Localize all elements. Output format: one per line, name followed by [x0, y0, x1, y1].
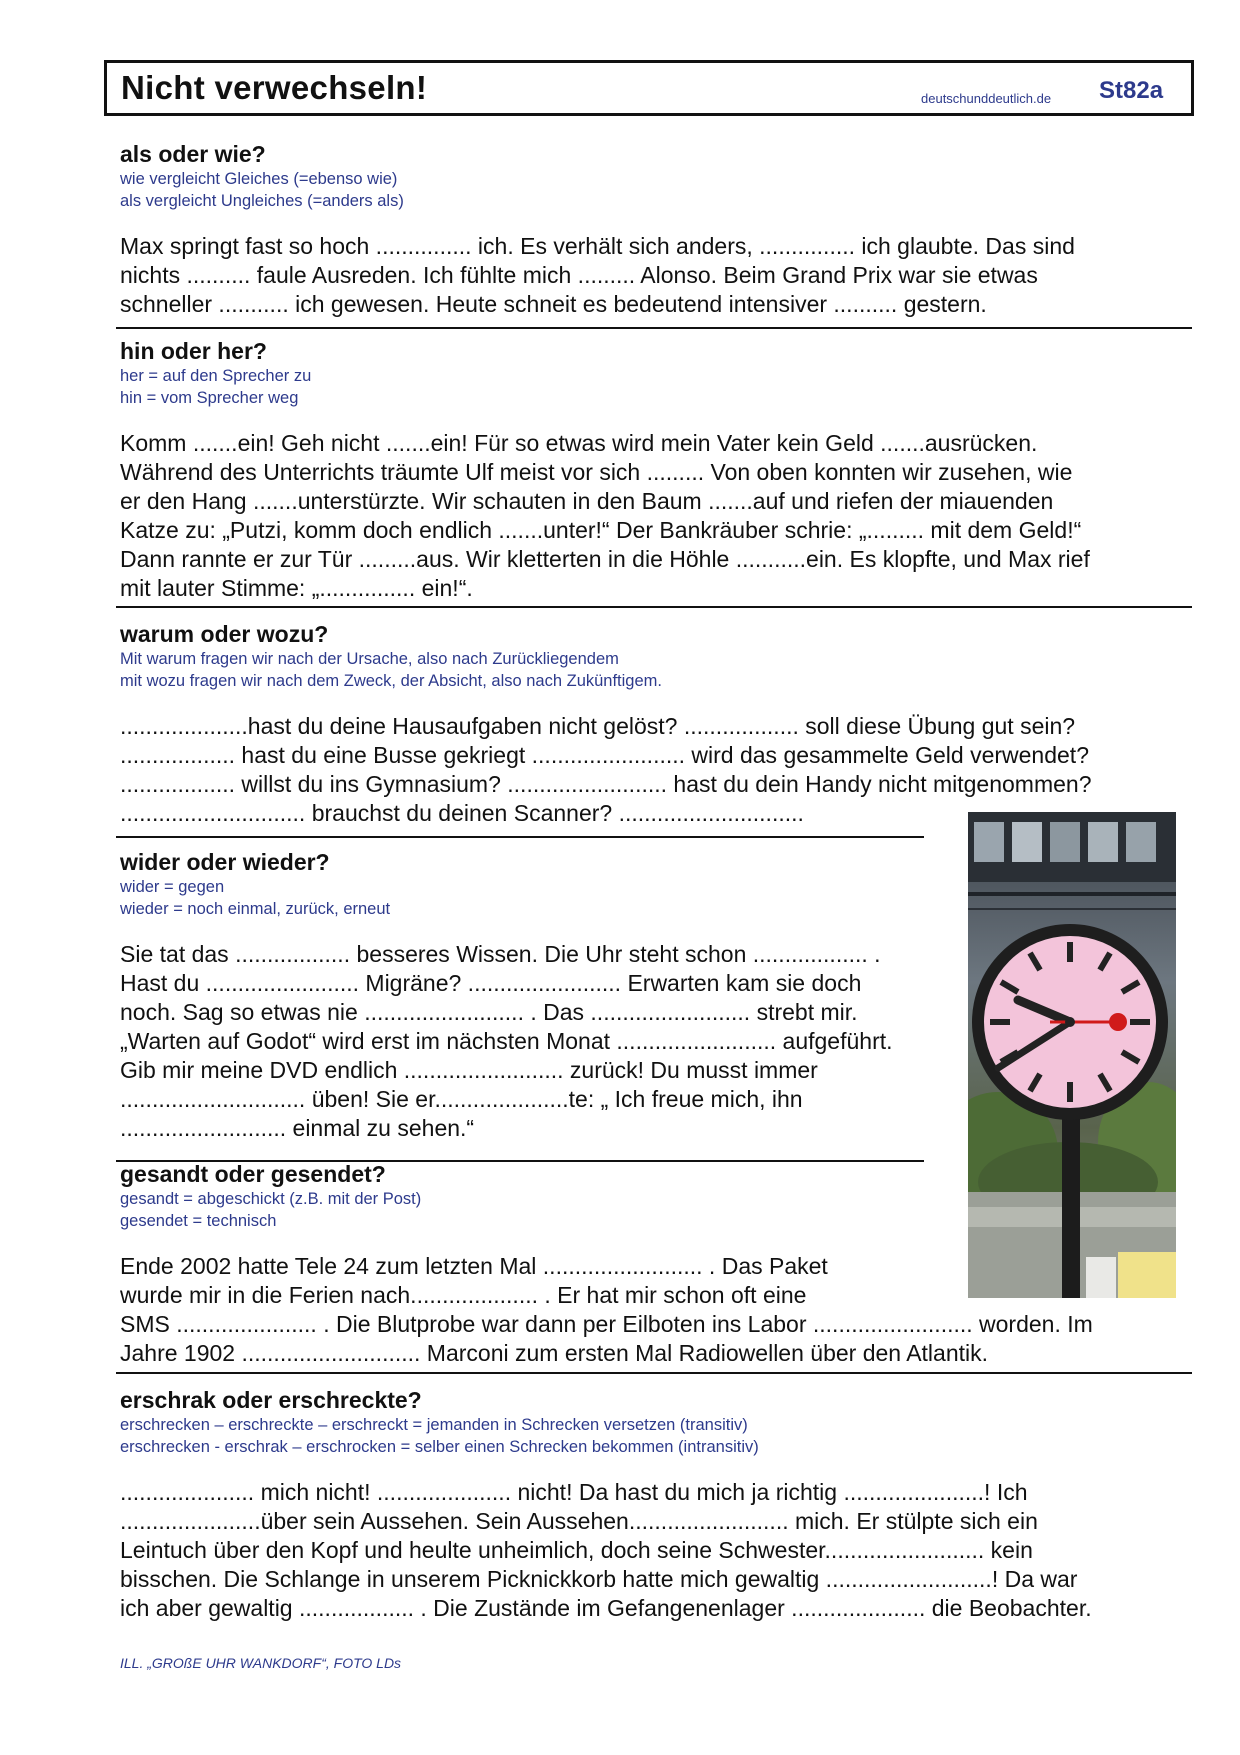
section-title: wider oder wieder?	[120, 849, 330, 875]
exercise-line: nichts .......... faule Ausreden. Ich fühlte mich ......... Alonso. Beim Grand Prix war sie etwas	[120, 262, 1038, 288]
rule-note: wie vergleicht Gleiches (=ebenso wie)	[120, 170, 398, 188]
exercise-line: Max springt fast so hoch ............... ich. Es verhält sich anders, ............... ich glaubte. Das sind	[120, 233, 1075, 259]
rule-note: hin = vom Sprecher weg	[120, 389, 299, 407]
rule-note: erschrecken - erschrak – erschrocken = selber einen Schrecken bekommen (intransitiv)	[120, 1438, 759, 1456]
rule-note: erschrecken – erschreckte – erschreckt = jemanden in Schrecken versetzen (transitiv)	[120, 1416, 748, 1434]
exercise-line: SMS ...................... . Die Blutprobe war dann per Eilboten ins Labor ......................... worden. Im	[120, 1311, 1093, 1337]
exercise-line: ..................... mich nicht! ..................... nicht! Da hast du mich ja richtig ......................! Ich	[120, 1479, 1028, 1505]
section-title: hin oder her?	[120, 338, 267, 364]
rule-note: wieder = noch einmal, zurück, erneut	[120, 900, 391, 918]
exercise-line: ....................hast du deine Hausaufgaben nicht gelöst? .................. soll diese Übung gut sein?	[120, 713, 1076, 739]
exercise-line: Komm .......ein! Geh nicht .......ein! Für so etwas wird mein Vater kein Geld .......ausrücken.	[120, 430, 1038, 456]
exercise-line: mit lauter Stimme: „............... ein!“.	[120, 575, 473, 601]
exercise-line: Jahre 1902 ............................ Marconi zum ersten Mal Radiowellen über den Atlantik.	[120, 1340, 989, 1366]
exercise-text	[120, 232, 1075, 319]
section-title: als oder wie?	[120, 141, 266, 167]
exercise-line: .................. willst du ins Gymnasium? ......................... hast du dein Handy nicht mitgenommen?	[120, 771, 1092, 797]
exercise-line: „Warten auf Godot“ wird erst im nächsten Monat ......................... aufgeführt.	[120, 1028, 893, 1054]
clock-photo	[968, 812, 1176, 1298]
exercise-line: Gib mir meine DVD endlich ......................... zurück! Du musst immer	[120, 1057, 818, 1083]
exercise-line: Während des Unterrichts träumte Ulf meist vor sich ......... Von oben konnten wir zusehen, wie	[120, 459, 1073, 485]
section-title: gesandt oder gesendet?	[120, 1161, 386, 1187]
exercise-line: Sie tat das .................. besseres Wissen. Die Uhr steht schon .................. .	[120, 941, 881, 967]
exercise-text	[120, 429, 1090, 603]
section-hin-her	[120, 337, 1090, 603]
exercise-text	[120, 940, 893, 1143]
exercise-line: Dann rannte er zur Tür .........aus. Wir kletterten in die Höhle ...........ein. Es klopfte, und Max rief	[120, 546, 1090, 572]
exercise-line: bisschen. Die Schlange in unserem Picknickkorb hatte mich gewaltig ..........................! Da war	[120, 1566, 1078, 1592]
rule-note: gesandt = abgeschickt (z.B. mit der Post)	[120, 1190, 422, 1208]
divider	[116, 1372, 1192, 1374]
exercise-line: .......................... einmal zu sehen.“	[120, 1115, 475, 1141]
divider	[116, 327, 1192, 329]
worksheet-code: St82a	[1099, 77, 1164, 104]
exercise-line: noch. Sag so etwas nie ......................... . Das ......................... strebt mir.	[120, 999, 858, 1025]
rule-note: her = auf den Sprecher zu	[120, 367, 312, 385]
exercise-line: wurde mir in die Ferien nach.................... . Er hat mir schon oft eine	[120, 1282, 807, 1308]
exercise-line: Katze zu: „Putzi, komm doch endlich .......unter!“ Der Bankräuber schrie: „......... mit dem Geld!“	[120, 517, 1082, 543]
exercise-line: Ende 2002 hatte Tele 24 zum letzten Mal ......................... . Das Paket	[120, 1253, 828, 1279]
rule-note: mit wozu fragen wir nach dem Zweck, der Absicht, also nach Zukünftigem.	[120, 672, 662, 690]
worksheet-header	[104, 60, 1194, 116]
exercise-line: schneller ........... ich gewesen. Heute schneit es bedeutend intensiver .......... gestern.	[120, 291, 987, 317]
exercise-line: ......................über sein Aussehen. Sein Aussehen......................... mich. Er stülpte sich ein	[120, 1508, 1038, 1534]
rule-note: Mit warum fragen wir nach der Ursache, also nach Zurückliegendem	[120, 650, 619, 668]
section-erschrak-erschreckte	[120, 1386, 1092, 1623]
section-title: erschrak oder erschreckte?	[120, 1387, 422, 1413]
exercise-line: ich aber gewaltig .................. . Die Zustände im Gefangenenlager ..................... die Beobachter.	[120, 1595, 1092, 1621]
divider	[116, 836, 924, 838]
clock-illustration-icon	[968, 812, 1176, 1298]
exercise-line: er den Hang .......unterstürzte. Wir schauten in den Baum .......auf und riefen der miauenden	[120, 488, 1054, 514]
section-warum-wozu	[120, 620, 1092, 828]
section-als-wie	[120, 140, 1075, 319]
exercise-text	[120, 1252, 1093, 1368]
exercise-text	[120, 1478, 1092, 1623]
rule-note: wider = gegen	[120, 878, 225, 896]
section-title: warum oder wozu?	[120, 621, 329, 647]
rule-note: als vergleicht Ungleiches (=anders als)	[120, 192, 404, 210]
exercise-line: Leintuch über den Kopf und heulte unheimlich, doch seine Schwester......................... kein	[120, 1537, 1033, 1563]
section-wider-wieder	[120, 848, 893, 1143]
exercise-line: Hast du ........................ Migräne? ........................ Erwarten kam sie doch	[120, 970, 862, 996]
exercise-text	[120, 712, 1092, 828]
exercise-line: .................. hast du eine Busse gekriegt ........................ wird das gesammelte Geld verwendet?	[120, 742, 1089, 768]
divider	[116, 606, 1192, 608]
exercise-line: ............................. üben! Sie er.....................te: „ Ich freue mich, ihn	[120, 1086, 803, 1112]
section-gesandt-gesendet	[120, 1160, 1093, 1368]
photo-caption: ILL. „GROßE UHR WANKDORF“, FOTO LDs	[120, 1655, 402, 1671]
page-title: Nicht verwechseln!	[121, 69, 428, 106]
rule-note: gesendet = technisch	[120, 1212, 277, 1230]
exercise-line: ............................. brauchst du deinen Scanner? .............................	[120, 800, 804, 826]
site-name: deutschunddeutlich.de	[921, 91, 1052, 106]
